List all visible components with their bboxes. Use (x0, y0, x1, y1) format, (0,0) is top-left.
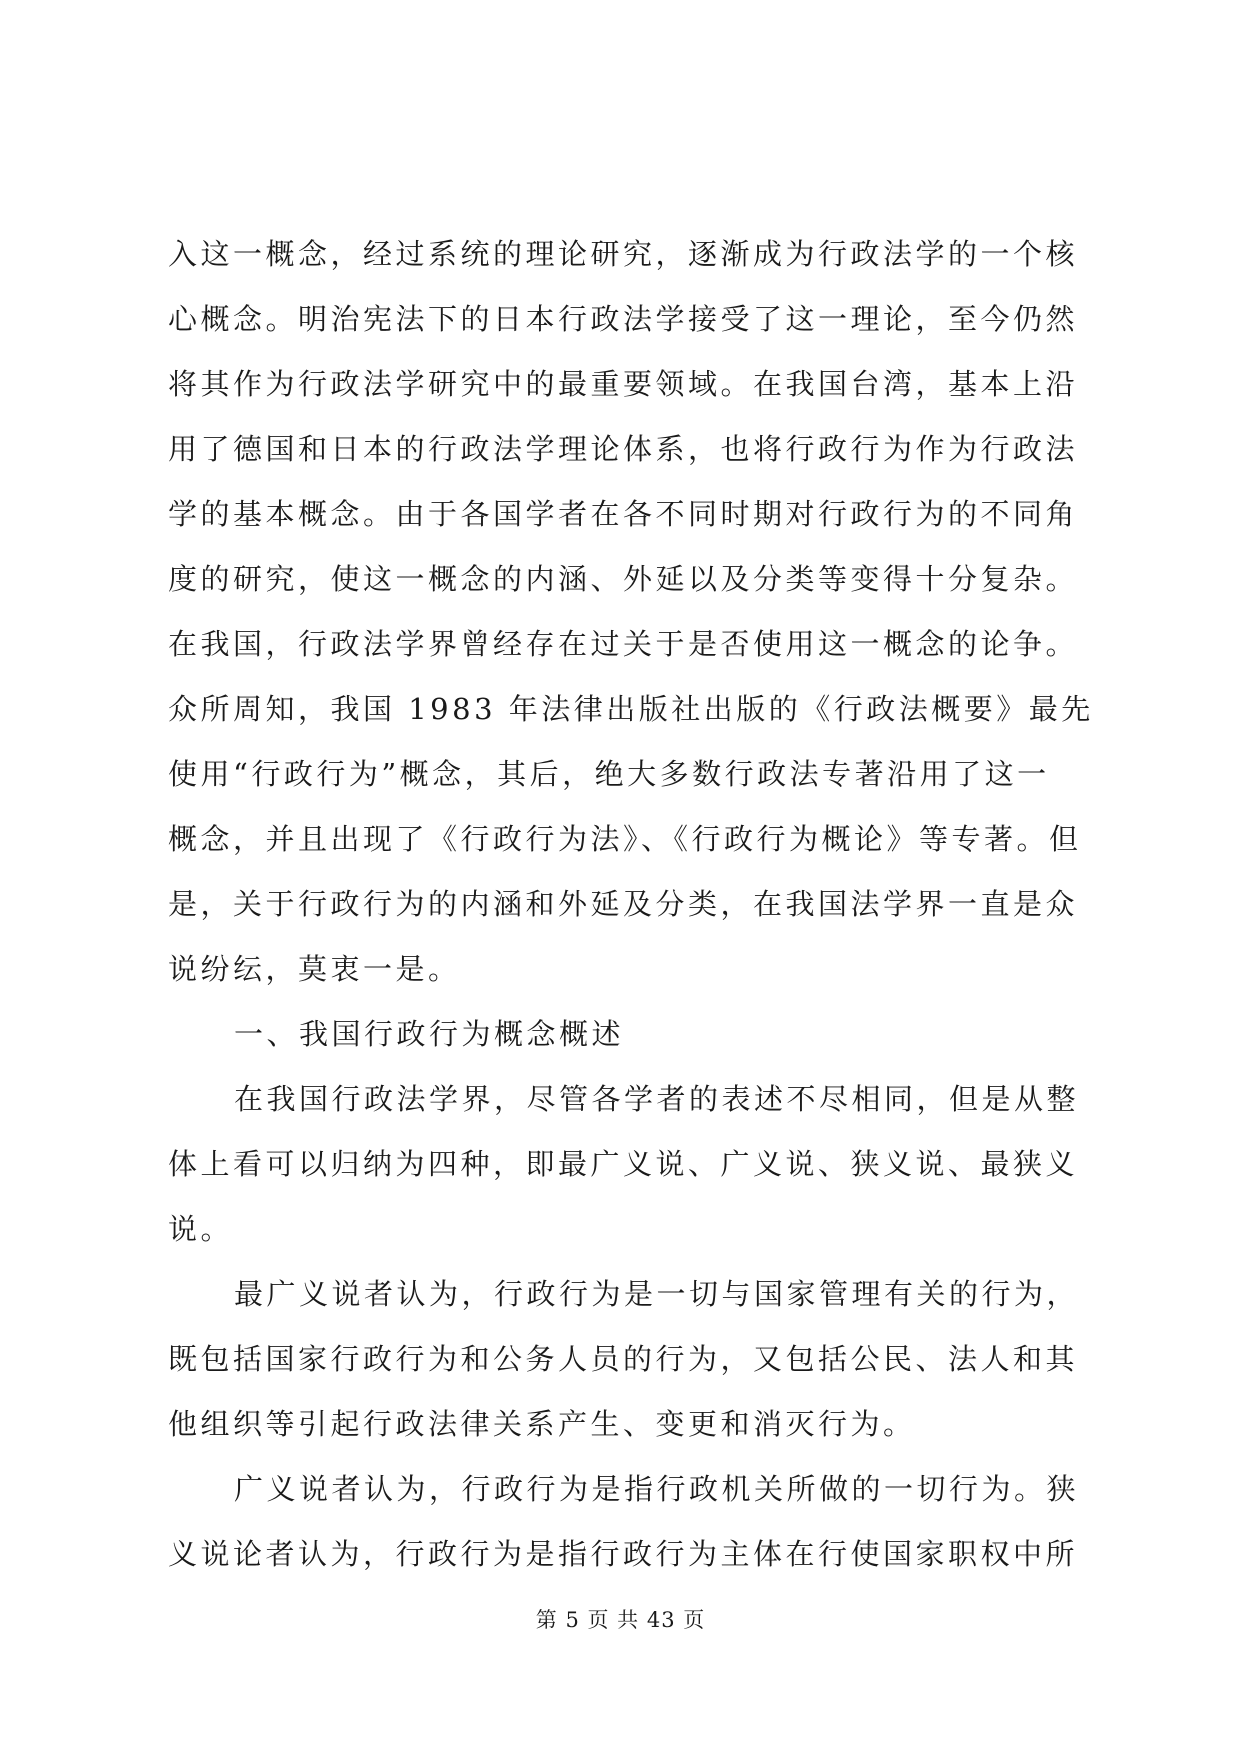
text-line: 既包括国家行政行为和公务人员的行为，又包括公民、法人和其 (168, 1342, 1079, 1376)
text-line: 在我国行政法学界，尽管各学者的表述不尽相同，但是从整 (234, 1082, 1080, 1116)
text-line: 将其作为行政法学研究中的最重要领域。在我国台湾，基本上沿 (168, 367, 1079, 401)
text-line: 说。 (168, 1212, 234, 1246)
text-line: 义说论者认为，行政行为是指行政行为主体在行使国家职权中所 (168, 1537, 1079, 1571)
text-line: 使用“行政行为”概念，其后，绝大多数行政法专著沿用了这一 (168, 757, 1050, 791)
body-text (168, 222, 1094, 1587)
text-line: 他组织等引起行政法律关系产生、变更和消灭行为。 (168, 1407, 916, 1441)
section-heading: 一、我国行政行为概念概述 (234, 1017, 625, 1051)
text-line: 概念，并且出现了《行政行为法》、《行政行为概论》等专著。但 (168, 822, 1082, 856)
text-line: 广义说者认为，行政行为是指行政机关所做的一切行为。狭 (234, 1472, 1080, 1506)
text-line: 学的基本概念。由于各国学者在各不同时期对行政行为的不同角 (168, 497, 1079, 531)
text-line: 心概念。明治宪法下的日本行政法学接受了这一理论，至今仍然 (168, 302, 1079, 336)
page-number: 第 5 页 共 43 页 (535, 1608, 706, 1632)
text-line: 最广义说者认为，行政行为是一切与国家管理有关的行为， (234, 1277, 1080, 1311)
text-line: 入这一概念，经过系统的理论研究，逐渐成为行政法学的一个核 (168, 237, 1079, 271)
text-line: 度的研究，使这一概念的内涵、外延以及分类等变得十分复杂。 (168, 562, 1079, 596)
text-line: 说纷纭，莫衷一是。 (168, 952, 461, 986)
text-line: 众所周知，我国 1983 年法律出版社出版的《行政法概要》最先 (168, 692, 1094, 726)
text-line: 在我国，行政法学界曾经存在过关于是否使用这一概念的论争。 (168, 627, 1079, 661)
text-line: 体上看可以归纳为四种，即最广义说、广义说、狭义说、最狭义 (168, 1147, 1079, 1181)
text-line: 用了德国和日本的行政法学理论体系，也将行政行为作为行政法 (168, 432, 1079, 466)
text-line: 是，关于行政行为的内涵和外延及分类，在我国法学界一直是众 (168, 887, 1079, 921)
